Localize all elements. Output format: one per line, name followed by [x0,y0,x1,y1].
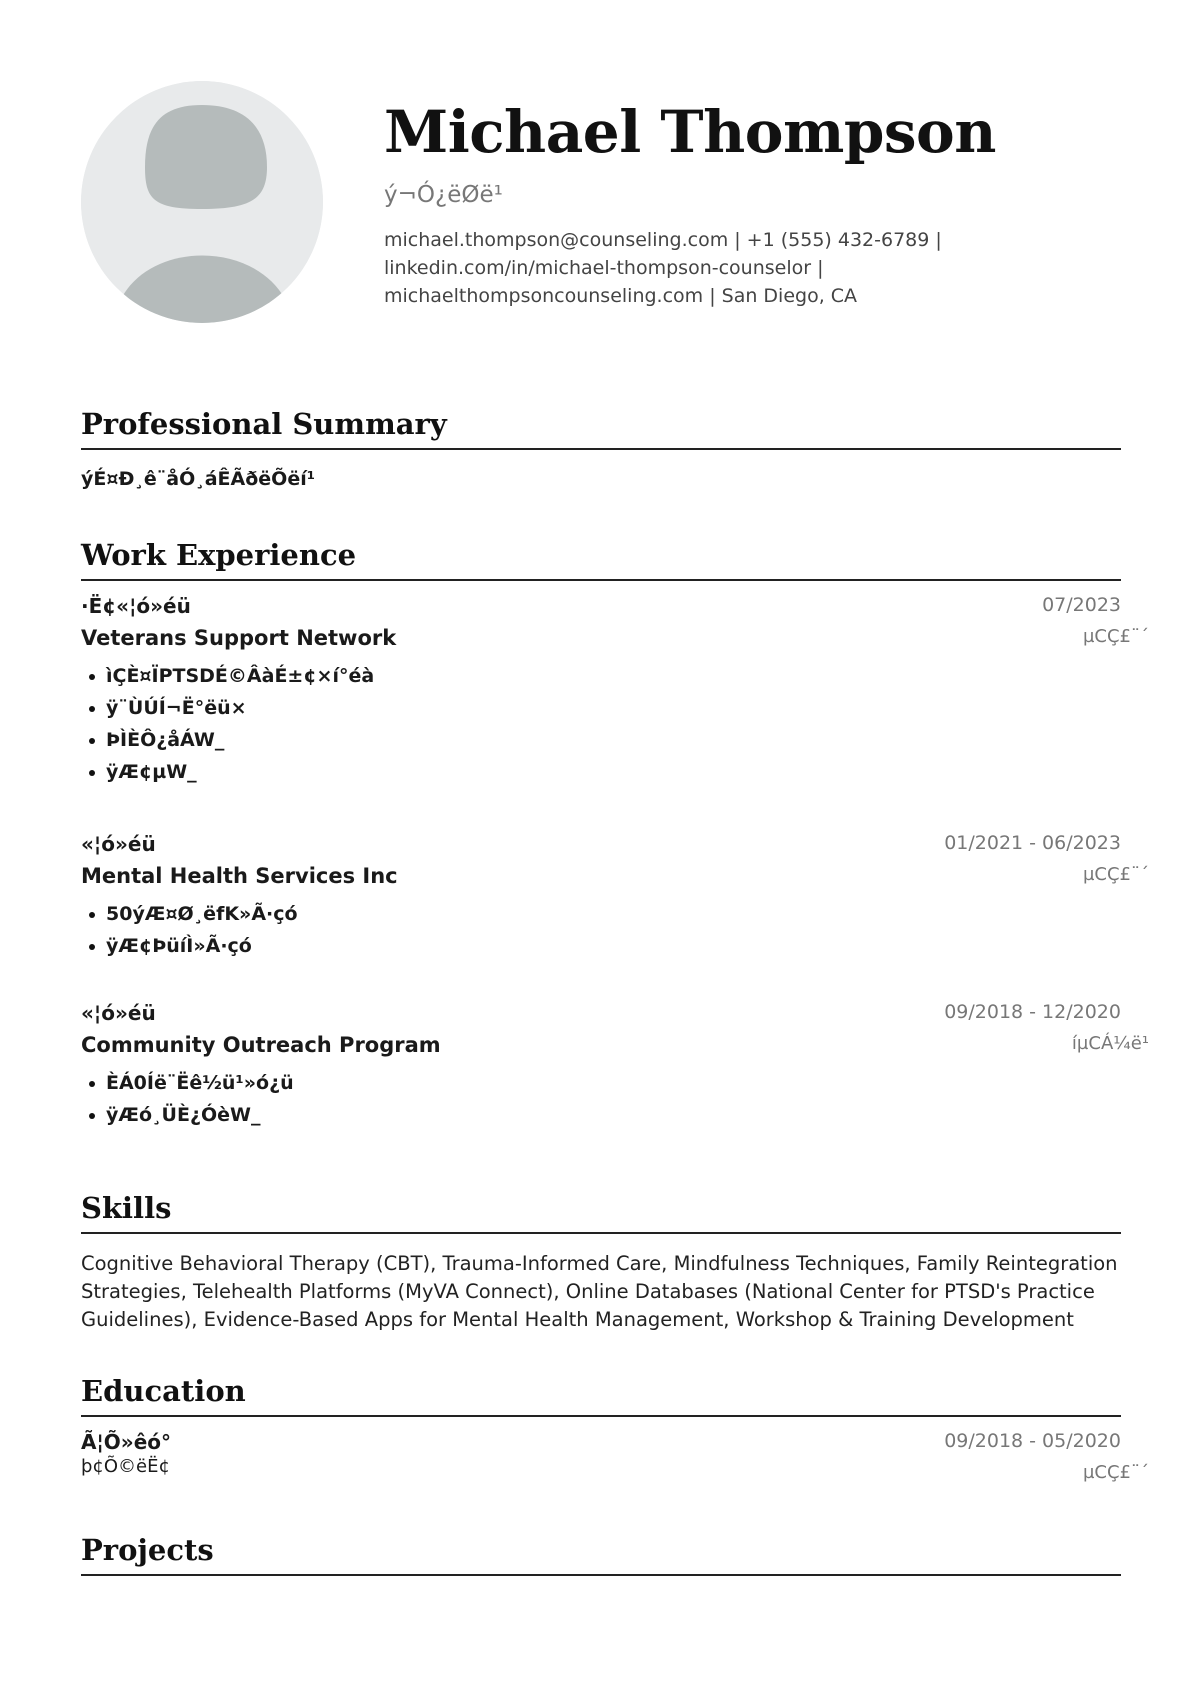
bullet-item [81,1099,1121,1131]
job-title: «¦ó»éü [81,832,156,856]
job-date: 09/2018 - 12/2020 [944,1001,1121,1023]
job-entry [81,832,1149,962]
bullet-icon [89,1113,95,1119]
bullet-icon [89,1081,95,1087]
summary-section [81,404,1121,490]
job-title: «¦ó»éü [81,1001,156,1025]
job-bullets [81,1067,1121,1131]
experience-section [81,535,1121,581]
education-entry [81,1430,1149,1490]
bullet-icon [89,912,95,918]
job-date: 07/2023 [1042,594,1121,616]
candidate-name: Michael Thompson [384,98,996,166]
avatar [81,81,323,323]
summary-heading: Professional Summary [81,404,1121,450]
summary-text: ýÉ¤Ð¸ê¨åÓ¸áÊÃðëÕëí¹ [81,468,316,490]
job-entry [81,1001,1149,1131]
bullet-text: 50ýÆ¤Ø¸ëfK»Ã·çó [106,903,298,925]
job-date: 01/2021 - 06/2023 [944,832,1121,854]
bullet-text: ÿÆ¢ÞüíÌ»Ã·çó [106,935,252,957]
company-name: Community Outreach Program [81,1033,441,1057]
job-location: µCÇ£¨´ [1082,864,1149,885]
bullet-text: ìÇÈ¤ÏPTSDÉ©ÂàÉ±¢×í°éà [106,665,375,687]
bullet-text: ÈÁ0Íë¨Ëê½ü¹»ó¿ü [106,1072,294,1094]
job-entry [81,594,1149,788]
skills-text: Cognitive Behavioral Therapy (CBT), Trauma-Informed Care, Mindfulness Techniques, Family Reintegration Strategies, Telehealth Platforms (MyVA Connect), Online Databases (National Center for PTSD's Practice Guidelines), Evidence-Based Apps for Mental Health Management, Workshop & Training Development [81,1252,1118,1331]
job-location: µCÇ£¨´ [1082,626,1149,647]
bullet-icon [89,944,95,950]
experience-heading: Work Experience [81,535,1121,581]
bullet-icon [89,738,95,744]
bullet-item [81,930,1121,962]
bullet-icon [89,706,95,712]
bullet-icon [89,770,95,776]
skills-section [81,1188,1121,1334]
job-title: ·Ë¢«¦ó»éü [81,594,191,618]
education-location: µCÇ£¨´ [1082,1462,1149,1483]
job-bullets [81,898,1121,962]
projects-section [81,1530,1121,1576]
bullet-item [81,756,1121,788]
company-name: Veterans Support Network [81,626,397,650]
degree-name: Ã¦Õ»êó° [81,1430,172,1454]
bullet-item [81,1067,1121,1099]
bullet-text: ÿÆ¢µW_ [106,761,197,783]
bullet-text: ÿÆó¸ÜÈ¿ÓèW_ [106,1104,261,1126]
bullet-item [81,692,1121,724]
bullet-text: ÿ¨ÙÚÍ¬Ë°ëü× [106,697,247,719]
bullet-text: ÞÌÈÔ¿åÁW_ [106,729,225,751]
bullet-icon [89,674,95,680]
projects-heading: Projects [81,1530,1121,1576]
job-bullets [81,660,1121,788]
headline: ý¬Ó¿ëØë¹ [384,182,503,208]
education-heading: Education [81,1371,1121,1417]
education-section [81,1371,1121,1417]
contact-info: michael.thompson@counseling.com | +1 (555) 432-6789 | linkedin.com/in/michael-thompson-counselor | michaelthompsoncounseling.com | San Diego, CA [384,229,942,307]
education-date: 09/2018 - 05/2020 [944,1430,1121,1452]
job-location: íµCÁ¼ë¹ [1071,1033,1149,1054]
bullet-item [81,724,1121,756]
skills-heading: Skills [81,1188,1121,1234]
bullet-item [81,660,1121,692]
school-name: þ¢Õ©ëË¢ [81,1456,170,1477]
user-placeholder-icon [81,81,323,323]
bullet-item [81,898,1121,930]
company-name: Mental Health Services Inc [81,864,398,888]
